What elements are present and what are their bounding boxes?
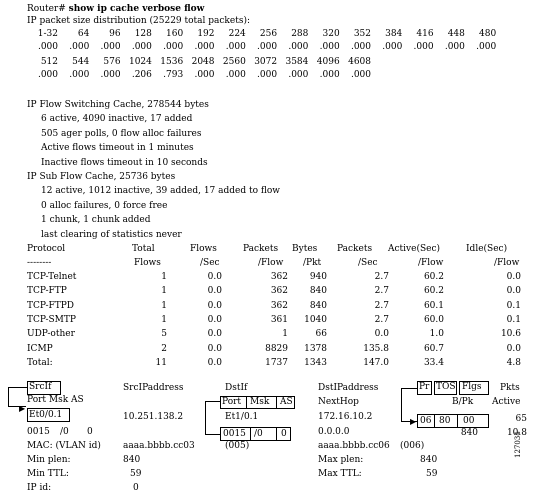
table-cell: 2.7 [374,300,389,311]
size-value: .000 [131,42,152,52]
min-ttl-label: Min TTL: [27,469,69,479]
table-cell: 8829 [265,343,288,354]
table-cell: 4.8 [506,357,521,368]
table-cell: 60.2 [423,286,444,297]
pr-value: 06 [420,416,432,426]
size-value: .000 [350,42,371,52]
srcif-connector-v [8,387,9,406]
size-value: .000 [100,70,121,80]
pr-header: Pr [419,382,430,392]
mac-label: MAC: (VLAN id) [27,441,101,451]
table-cell: 10.6 [500,329,521,340]
command: show ip cache verbose flow [68,4,205,14]
table-header: /Flow [418,258,444,268]
sub-cache-line: last clearing of statistics never [41,229,182,240]
table-header: -------- [27,258,52,268]
table-cell: 2.7 [374,272,389,282]
dst-port-value: 0015 [223,429,246,439]
table-cell: TCP-FTP [27,286,67,297]
size-label: 384 [385,29,403,39]
size-label: 416 [416,29,434,39]
table-header: Flows [134,258,161,268]
table-cell: 1 [161,314,167,325]
table-cell: 840 [309,300,327,311]
size-value: .000 [100,42,121,52]
srcip-value: 10.251.138.2 [123,412,184,422]
table-cell: 1378 [304,343,327,354]
size-value: .000 [288,42,309,52]
size-value: .000 [69,42,90,52]
table-header: Packets [243,244,279,254]
size-value: .000 [69,70,90,80]
table-cell: 0.0 [374,329,389,340]
table-cell: 1343 [304,357,327,368]
size-label: 4608 [348,57,371,67]
mac-dst: aaaa.bbbb.cc06 [318,441,390,451]
table-cell: UDP-other [27,329,75,340]
table-header: /Pkt [303,258,322,268]
vlan-dst: (006) [400,441,425,451]
table-header: Idle(Sec) [466,244,508,254]
size-value: .000 [382,42,403,52]
size-label: 3584 [285,57,309,67]
table-header: /Flow [258,258,284,268]
max-plen-value: 840 [420,455,438,465]
size-label: 256 [259,29,278,39]
dst-as-value: 0 [281,429,287,439]
fs-cache-line: Active flows timeout in 1 minutes [41,143,194,153]
size-value: .000 [225,42,246,52]
table-header: /Flow [494,258,520,268]
size-value: .000 [163,42,184,52]
sub-cache-line: 0 alloc failures, 0 force free [41,200,168,211]
table-header: Flows [190,244,217,254]
pkts-value: 65 [515,414,527,424]
table-cell: 0.0 [207,329,222,340]
table-cell: 1040 [304,314,327,325]
table-cell: ICMP [27,343,53,354]
table-cell: 147.0 [363,357,389,368]
dst-msk-value: /0 [254,429,263,439]
active-header: Active [492,397,521,407]
src-msk-value: /0 [60,427,69,437]
sub-cache-line: 12 active, 1012 inactive, 39 added, 17 added to flow [41,186,281,196]
table-cell: 60.7 [423,343,444,354]
pkts-header: Pkts [500,383,520,393]
size-value: .000 [319,70,340,80]
size-label: 480 [479,29,497,39]
table-cell: 0.0 [207,272,222,282]
port-msk-as-header: Port Msk AS [27,395,84,405]
max-ttl-label: Max TTL: [318,469,362,479]
dstip-header: DstIPaddress [318,383,379,393]
fs-cache-line: 6 active, 4090 inactive, 17 added [41,114,193,124]
dst-as-header: AS [280,397,293,407]
table-header: Protocol [27,244,66,254]
size-value: .000 [37,42,58,52]
table-cell: 361 [270,314,288,325]
size-value: .000 [37,70,58,80]
table-cell: 0.0 [506,272,521,282]
table-cell: TCP-FTPD [27,300,75,311]
min-plen-label: Min plen: [27,455,71,465]
flgs-header: Flgs [462,382,482,392]
size-value: .000 [194,70,215,80]
table-cell: 0.0 [506,343,521,354]
srcif-arrow: ▶ [19,404,26,413]
table-header: /Sec [200,258,220,268]
size-label: 160 [166,29,184,39]
table-cell: 1 [161,300,167,311]
divider [457,414,458,428]
dstif-connector-v [205,401,206,435]
size-label: 1-32 [37,29,58,39]
table-cell: 0.0 [207,286,222,297]
table-cell: 1 [282,329,288,340]
size-label: 320 [322,29,340,39]
src-as-value: 0 [87,427,93,437]
size-label: 224 [228,29,246,39]
table-header: Total [132,244,155,254]
table-cell: 33.4 [423,357,444,368]
ipid-label: IP id: [27,483,52,493]
table-cell: 0.1 [506,314,521,325]
divider [276,396,277,409]
size-value: .000 [288,70,309,80]
table-cell: 362 [270,286,288,297]
divider [250,427,251,441]
sub-cache-line: 1 chunk, 1 chunk added [41,215,151,225]
table-cell: 1 [161,272,167,282]
dstif-connector [205,401,220,402]
table-header: Active(Sec) [388,244,441,254]
mac-src: aaaa.bbbb.cc03 [123,441,195,451]
dstif-connector-b [205,434,220,435]
table-cell: 362 [270,300,288,311]
size-value: .000 [413,42,434,52]
pr-connector [401,388,417,389]
vlan-src: (005) [225,441,250,451]
size-label: 352 [353,29,371,39]
size-value: .206 [131,70,152,80]
dst-port-header: Port [222,397,242,407]
table-cell: 2.7 [374,286,389,297]
table-cell: 362 [270,272,288,282]
size-label: 96 [109,29,121,39]
table-cell: 0.0 [207,314,222,325]
ipid-value: 0 [133,483,139,493]
nexthop-header: NextHop [318,397,359,407]
size-label: 128 [134,29,152,39]
src-port-value: 0015 [27,427,50,437]
command-line [27,4,204,15]
table-header: Bytes [292,244,318,254]
size-value: .000 [194,42,215,52]
table-cell: 2 [161,343,167,354]
table-cell: 1 [161,286,167,297]
size-value: .000 [444,42,465,52]
max-plen-label: Max plen: [318,455,364,465]
fs-cache-line: 505 ager polls, 0 flow alloc failures [41,128,202,139]
table-cell: 1.0 [429,329,444,340]
max-ttl-value: 59 [426,469,438,479]
table-cell: 60.1 [423,300,444,311]
size-value: .000 [476,42,497,52]
table-cell: 940 [309,272,327,282]
size-value: .000 [225,70,246,80]
size-value: .000 [257,42,278,52]
size-label: 544 [72,57,90,67]
srcif-connector [8,387,27,388]
table-cell: TCP-SMTP [27,314,76,325]
table-cell: 2.7 [374,314,389,325]
table-cell: 840 [309,286,327,297]
table-cell: 0.0 [207,300,222,311]
pr-arrow: ▶ [410,417,417,426]
size-label: 3072 [254,57,278,67]
table-cell: TCP-Telnet [27,272,77,282]
table-cell: 0.1 [506,300,521,311]
size-value: .000 [319,42,340,52]
size-label: 1536 [160,57,184,67]
tos-header: TOS [436,382,456,392]
prompt: Router# [27,4,66,14]
size-label: 448 [447,29,465,39]
size-label: 512 [40,57,58,67]
srcif-value: Et0/0.1 [29,410,63,420]
size-label: 192 [197,29,215,39]
bpk-header: B/Pk [452,397,474,407]
table-header: /Sec [358,258,378,268]
table-cell: 5 [161,329,167,340]
size-value: .000 [350,70,371,80]
fs-cache-title: IP Flow Switching Cache, 278544 bytes [27,100,209,110]
min-ttl-value: 59 [130,469,142,479]
size-label: 2048 [191,57,215,67]
active-value: 10.8 [506,428,527,438]
size-label: 288 [291,29,309,39]
tos-value: 80 [439,416,451,426]
size-value: .793 [163,70,184,80]
divider [246,396,247,409]
table-cell: 0.0 [207,357,222,368]
table-cell: Total: [27,357,53,368]
table-cell: 0.0 [506,286,521,297]
nexthop-value: 0.0.0.0 [318,427,350,437]
divider [276,427,277,441]
min-plen-value: 840 [123,455,141,465]
dstip-value: 172.16.10.2 [318,412,373,422]
size-label: 64 [77,29,90,39]
table-cell: 0.0 [207,343,222,354]
table-cell: 60.2 [423,272,444,282]
sub-cache-title: IP Sub Flow Cache, 25736 bytes [27,172,176,182]
dstif-value: Et1/0.1 [225,412,259,422]
table-cell: 60.0 [423,314,444,325]
size-label: 4096 [316,57,340,67]
flgs-value: 00 [463,416,475,426]
size-value: .000 [257,70,278,80]
pr-connector-v [401,388,402,421]
table-cell: 1737 [265,357,288,368]
srcif-header: SrcIf [29,382,52,392]
table-cell: 11 [155,357,167,368]
table-cell: 135.8 [363,343,389,354]
fs-cache-line: Inactive flows timeout in 10 seconds [41,157,208,168]
size-label: 1024 [128,57,152,67]
size-label: 2560 [222,57,246,67]
table-header: Packets [337,244,373,254]
dst-msk-header: Msk [250,397,270,407]
divider [434,414,435,428]
table-cell: 66 [315,329,327,340]
size-dist-title: IP packet size distribution (25229 total packets): [27,16,250,26]
srcip-header: SrcIPaddress [123,383,184,393]
bpk-value: 840 [460,428,478,438]
figure-number: 127034 [514,431,522,458]
dstif-header: DstIf [225,383,248,393]
size-label: 576 [103,57,121,67]
